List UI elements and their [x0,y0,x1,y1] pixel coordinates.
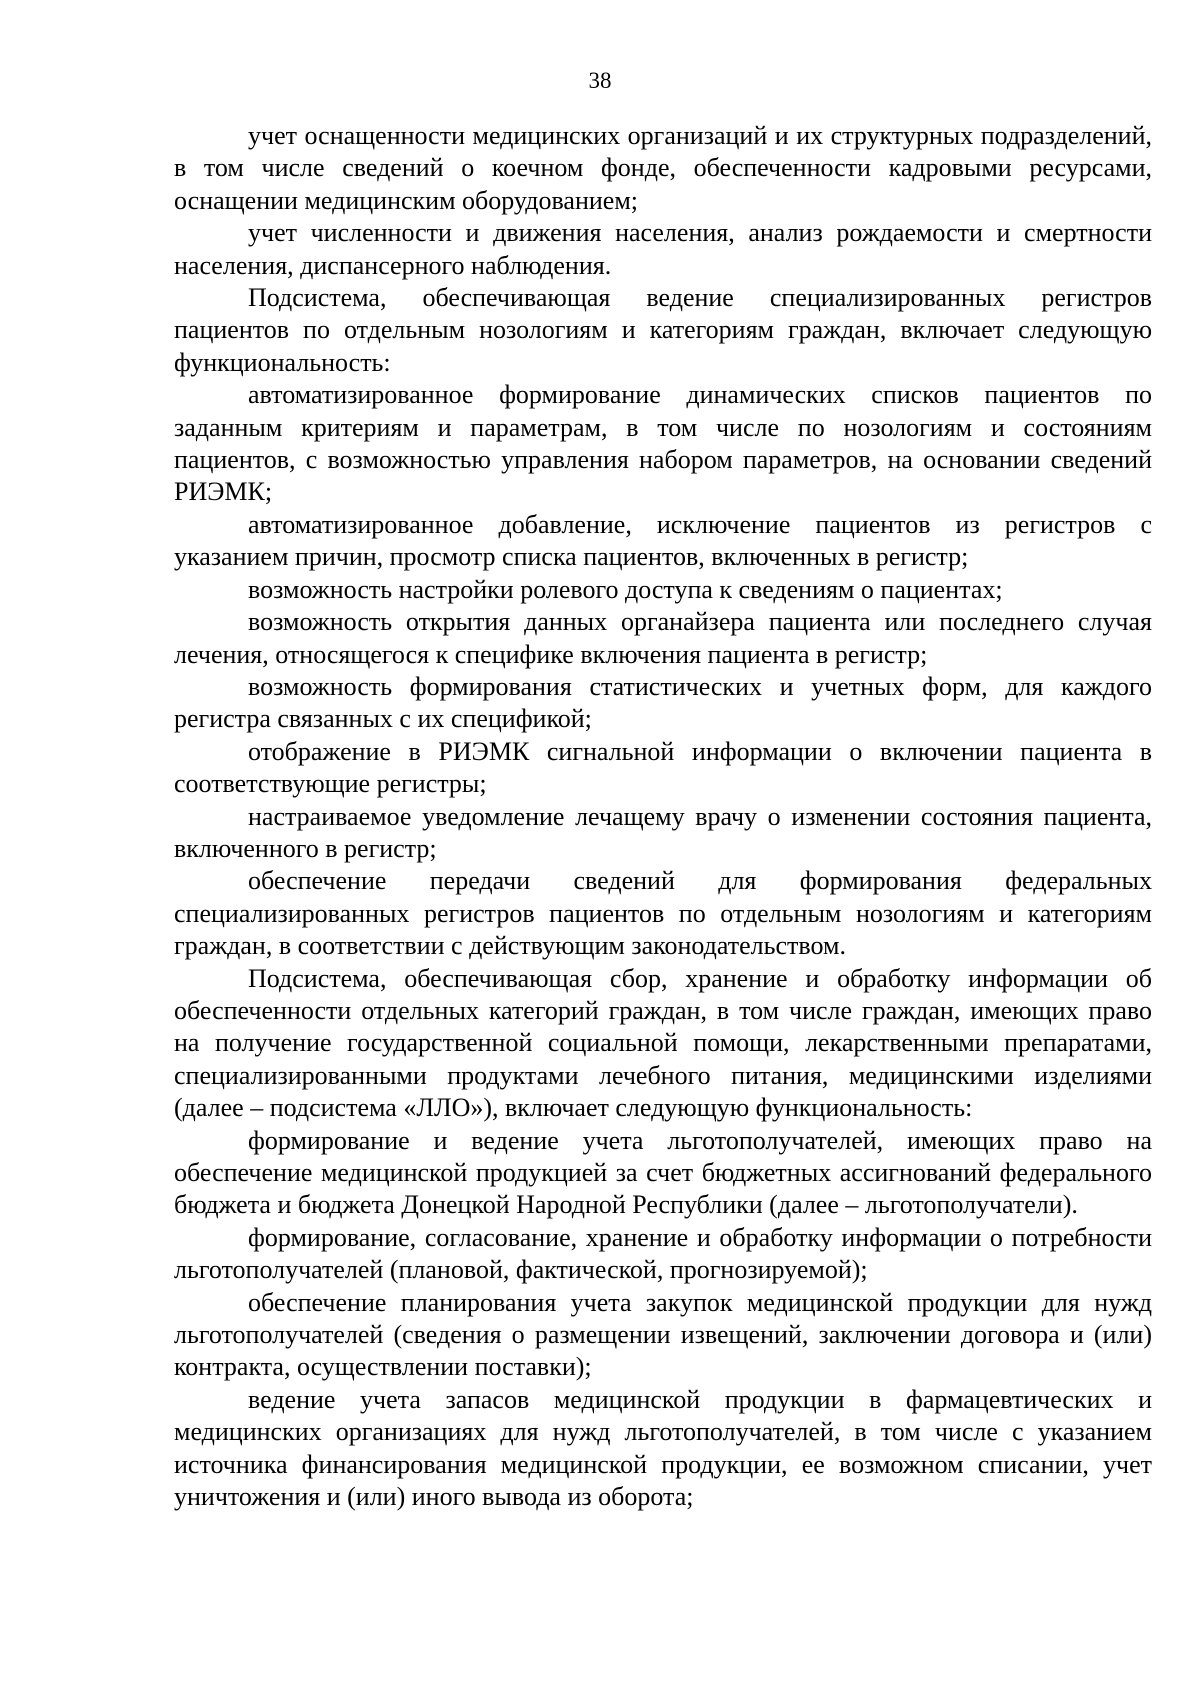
document-body [174,120,1152,1513]
paragraph: учет численности и движения населения, анализ рождаемости и смертности населения, диспансерного наблюдения. [174,218,1152,280]
paragraph: обеспечение передачи сведений для формирования федеральных специализированных регистров пациентов по отдельным нозологиям и категориям граждан, в соответствии с действующим законодательством. [174,866,1152,961]
paragraph: возможность открытия данных органайзера пациента или последнего случая лечения, относящегося к специфике включения пациента в регистр; [174,607,1152,669]
paragraph: настраиваемое уведомление лечащему врачу о изменении состояния пациента, включенного в регистр; [174,801,1152,863]
paragraph: Подсистема, обеспечивающая ведение специализированных регистров пациентов по отдельным нозологиям и категориям граждан, включает следующую функциональность: [174,283,1152,377]
page-number: 38 [588,68,612,93]
paragraph: отображение в РИЭМК сигнальной информации о включении пациента в соответствующие регистры; [174,736,1152,799]
paragraph: возможность формирования статистических и учетных форм, для каждого регистра связанных с их спецификой; [174,671,1152,734]
paragraph: ведение учета запасов медицинской продукции в фармацевтических и медицинских организациях для нужд льготополучателей, в том числе с указанием источника финансирования медицинской продукции, ее возможном списании, учет уничтожения и (или) иного вывода из оборота; [174,1384,1152,1512]
paragraph: формирование, согласование, хранение и обработку информации о потребности льготополучателей (плановой, фактической, прогнозируемой); [174,1222,1152,1285]
paragraph: Подсистема, обеспечивающая сбор, хранение и обработку информации об обеспеченности отдельных категорий граждан, в том числе граждан, имеющих право на получение государственной социальной помощи, лекарственными препаратами, специализированными продуктами лечебного питания, медицинскими изделиями (далее – подсистема «ЛЛО»), включает следующую функциональность: [174,963,1152,1123]
paragraph: автоматизированное добавление, исключение пациентов из регистров с указанием причин, просмотр списка пациентов, включенных в регистр; [174,509,1152,572]
paragraph: автоматизированное формирование динамических списков пациентов по заданным критериям и параметрам, в том числе по нозологиям и состояниям пациентов, с возможностью управления набором параметров, на основании сведений РИЭМК; [174,380,1152,507]
paragraph: учет оснащенности медицинских организаций и их структурных подразделений, в том числе сведений о коечном фонде, обеспеченности кадровыми ресурсами, оснащении медицинским оборудованием; [174,121,1152,215]
paragraph: формирование и ведение учета льготополучателей, имеющих право на обеспечение медицинской продукцией за счет бюджетных ассигнований федерального бюджета и бюджета Донецкой Народной Республики (далее – льготополучатели). [174,1125,1152,1220]
paragraph: обеспечение планирования учета закупок медицинской продукции для нужд льготополучателей (сведения о размещении извещений, заключении договора и (или) контракта, осуществлении поставки); [174,1287,1152,1382]
paragraph: возможность настройки ролевого доступа к сведениям о пациентах; [248,574,1003,604]
